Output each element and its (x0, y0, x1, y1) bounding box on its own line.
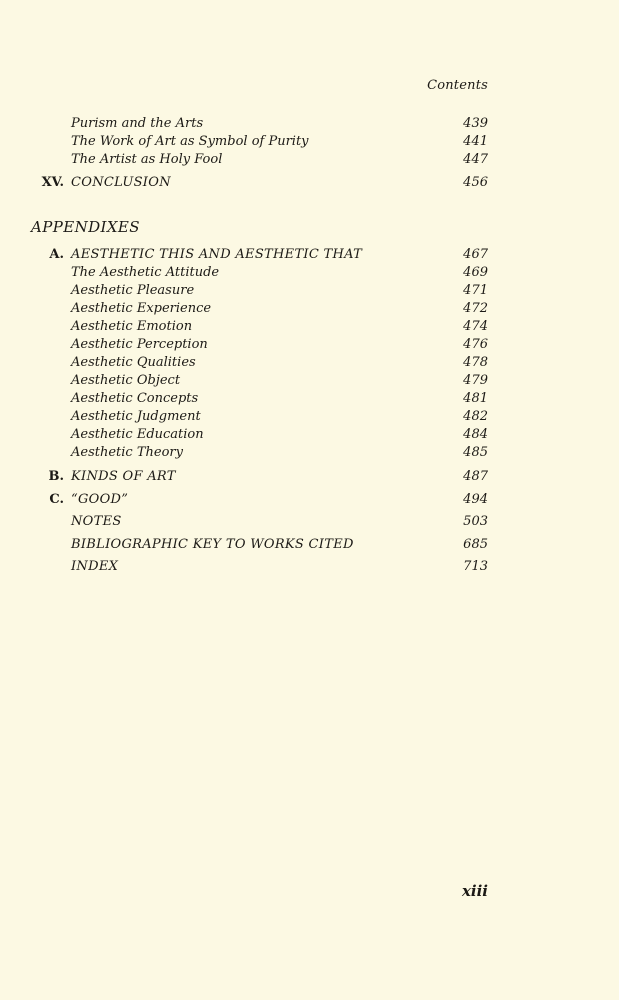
toc-entry (0, 354, 619, 372)
chapter-page: 456 (463, 175, 488, 190)
entry-page: 471 (463, 283, 488, 298)
toc-back-matter-entry (0, 536, 619, 554)
entry-title: Aesthetic Experience (71, 301, 212, 316)
entry-page: 474 (463, 319, 488, 334)
toc-appendix-entry (0, 246, 619, 264)
appendix-title: KINDS OF ART (71, 469, 176, 484)
back-matter-title: BIBLIOGRAPHIC KEY TO WORKS CITED (71, 537, 354, 552)
page-folio: xiii (461, 882, 488, 900)
toc-entry (0, 336, 619, 354)
entry-page: 476 (463, 337, 488, 352)
entry-title: Aesthetic Theory (71, 445, 183, 460)
back-matter-page: 713 (463, 559, 488, 574)
toc-chapter-entry (0, 174, 619, 192)
toc-entry (0, 426, 619, 444)
entry-title: Aesthetic Pleasure (71, 283, 195, 298)
toc-entry (0, 372, 619, 390)
appendix-letter: A. (49, 247, 64, 262)
entry-title: The Aesthetic Attitude (71, 265, 220, 280)
back-matter-title: INDEX (71, 559, 119, 574)
toc-appendix-entry (0, 468, 619, 486)
back-matter-page: 685 (463, 537, 488, 552)
entry-title: Purism and the Arts (71, 116, 204, 131)
back-matter-page: 503 (463, 514, 488, 529)
appendix-letter: C. (49, 492, 64, 507)
entry-page: 447 (463, 152, 488, 167)
entry-title: Aesthetic Concepts (71, 391, 199, 406)
toc-entry (0, 115, 619, 133)
appendix-page: 487 (463, 469, 488, 484)
back-matter-title: NOTES (71, 514, 122, 529)
toc-appendix-entry (0, 491, 619, 509)
entry-title: Aesthetic Qualities (71, 355, 196, 370)
chapter-title: CONCLUSION (71, 175, 171, 190)
entry-title: Aesthetic Object (71, 373, 181, 388)
appendixes-heading: APPENDIXES (31, 218, 140, 236)
entry-page: 441 (463, 134, 488, 149)
toc-back-matter-entry (0, 513, 619, 531)
entry-title: Aesthetic Judgment (71, 409, 201, 424)
entry-page: 469 (463, 265, 488, 280)
running-head: Contents (427, 78, 488, 93)
entry-title: Aesthetic Education (71, 427, 204, 442)
appendix-page: 467 (463, 247, 488, 262)
entry-title: The Work of Art as Symbol of Purity (71, 134, 309, 149)
entry-page: 439 (463, 116, 488, 131)
toc-entry (0, 300, 619, 318)
entry-page: 484 (463, 427, 488, 442)
entry-page: 472 (463, 301, 488, 316)
appendix-letter: B. (48, 469, 64, 484)
chapter-number: XV. (41, 175, 64, 190)
entry-page: 482 (463, 409, 488, 424)
toc-entry (0, 444, 619, 462)
entry-title: Aesthetic Emotion (71, 319, 193, 334)
toc-entry (0, 282, 619, 300)
appendix-page: 494 (463, 492, 488, 507)
toc-entry (0, 264, 619, 282)
toc-entry (0, 390, 619, 408)
entry-page: 478 (463, 355, 488, 370)
entry-title: Aesthetic Perception (71, 337, 208, 352)
entry-page: 481 (463, 391, 488, 406)
toc-entry (0, 318, 619, 336)
entry-page: 479 (463, 373, 488, 388)
entry-page: 485 (463, 445, 488, 460)
entry-title: The Artist as Holy Fool (71, 152, 223, 167)
appendix-title: AESTHETIC THIS AND AESTHETIC THAT (71, 247, 363, 262)
toc-entry (0, 408, 619, 426)
appendix-title: “GOOD” (71, 492, 129, 507)
toc-back-matter-entry (0, 558, 619, 576)
toc-entry (0, 133, 619, 151)
toc-entry (0, 151, 619, 169)
